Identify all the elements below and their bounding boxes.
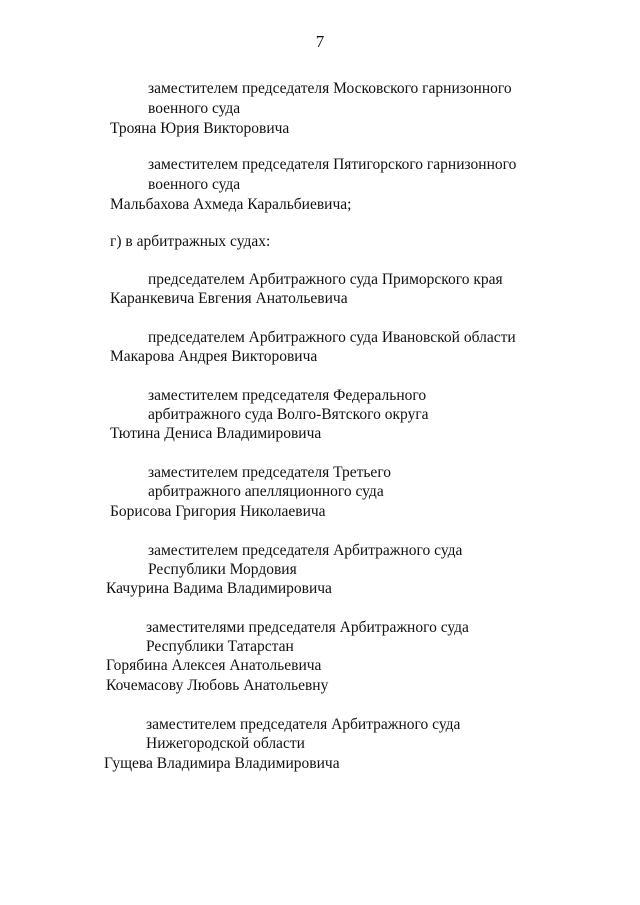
person-name: Каранкевича Евгения Анатольевича [110,290,348,307]
person-name: Тютина Дениса Владимировича [110,425,322,442]
person-name: Борисова Григория Николаевича [110,503,326,520]
person-name: Макарова Андрея Викторовича [110,348,318,365]
position-line: председателем Арбитражного суда Приморского края [148,271,503,288]
position-line: заместителем председателя Московского гарнизонного [148,80,512,97]
position-line: заместителем председателя Третьего [148,464,392,481]
position-line: арбитражного суда Волго-Вятского округа [148,406,429,423]
position-line: военного суда [148,176,241,193]
position-line: Республики Татарстан [146,638,294,655]
position-line: заместителями председателя Арбитражного суда [146,619,469,636]
position-line: заместителем председателя Пятигорского гарнизонного [148,156,517,173]
position-line: Республики Мордовия [148,561,297,578]
person-name: Мальбахова Ахмеда Каральбиевича; [110,196,352,213]
position-line: Нижегородской области [146,735,305,752]
position-line: председателем Арбитражного суда Ивановской области [148,329,516,346]
person-name: Трояна Юрия Викторовича [110,120,290,137]
position-line: заместителем председателя Арбитражного суда [148,542,463,559]
page-number: 7 [315,32,325,51]
position-line: заместителем председателя Арбитражного суда [146,716,461,733]
section-heading: г) в арбитражных судах: [110,233,271,250]
person-name: Гущева Владимира Владимировича [104,755,340,772]
position-line: военного суда [148,100,241,117]
person-name: Горябина Алексея Анатольевича [106,657,322,674]
position-line: арбитражного апелляционного суда [148,483,384,500]
position-line: заместителем председателя Федерального [148,387,427,404]
person-name: Качурина Вадима Владимировича [106,580,332,597]
person-name: Кочемасову Любовь Анатольевну [106,677,329,694]
